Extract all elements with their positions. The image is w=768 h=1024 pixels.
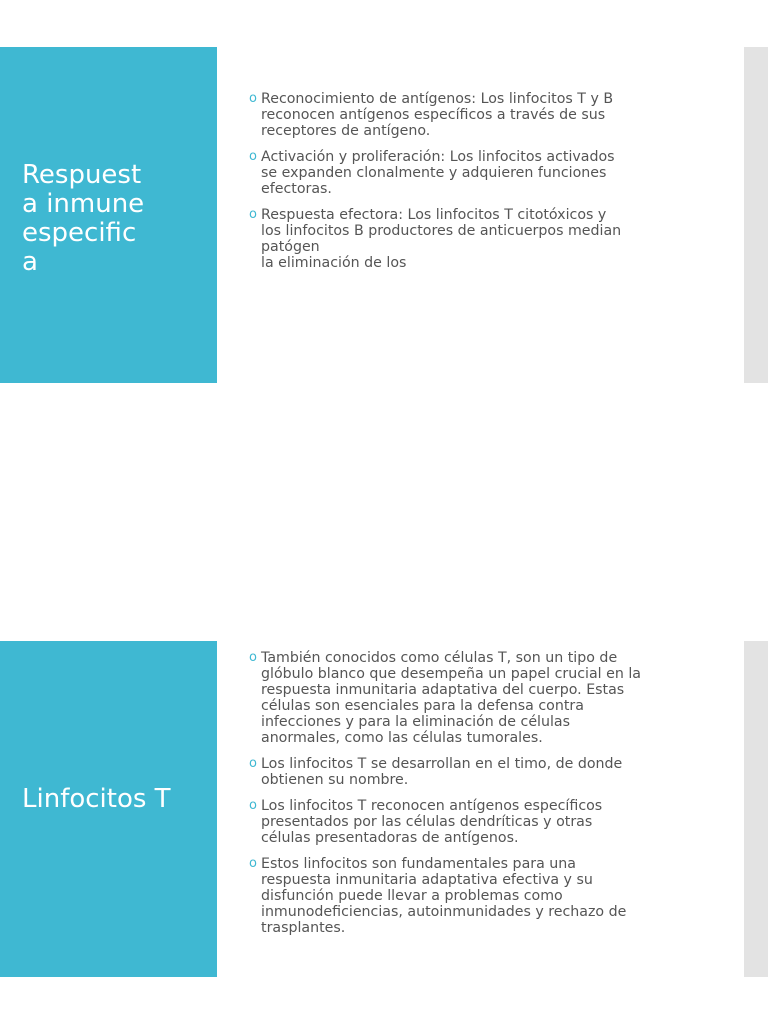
bullet-item [249, 798, 699, 846]
slide-respuesta-inmune [0, 47, 768, 383]
bullet-item [249, 207, 699, 271]
slide-linfocitos-t [0, 641, 768, 977]
bullet-marker-icon: o [249, 149, 257, 164]
bullet-item [249, 650, 699, 746]
side-strip [744, 47, 768, 383]
bullet-marker-icon: o [249, 798, 257, 813]
bullet-marker-icon: o [249, 650, 257, 665]
bullet-text: Los linfocitos T reconocen antígenos específicos presentados por las células dendríticas y otras células presentadoras de antígenos. [261, 798, 603, 846]
title-panel [0, 47, 217, 383]
bullet-item [249, 149, 699, 197]
bullet-text: Respuesta efectora: Los linfocitos T citotóxicos y los linfocitos B productores de anticuerpos median patógen la eliminación de los [261, 207, 622, 271]
bullet-marker-icon: o [249, 91, 257, 106]
side-strip [744, 641, 768, 977]
bullet-item [249, 756, 699, 788]
bullet-text: Estos linfocitos son fundamentales para una respuesta inmunitaria adaptativa efectiva y su disfunción puede llevar a problemas como inmunodeficiencias, autoinmunidades y rechazo de trasplantes. [261, 856, 627, 936]
bullet-text: Activación y proliferación: Los linfocitos activados se expanden clonalmente y adquieren funciones efectoras. [261, 149, 615, 197]
bullet-text: Reconocimiento de antígenos: Los linfocitos T y B reconocen antígenos específicos a través de sus receptores de antígeno. [261, 91, 614, 139]
bullet-marker-icon: o [249, 207, 257, 222]
bullet-item [249, 856, 699, 936]
bullet-text: Los linfocitos T se desarrollan en el timo, de donde obtienen su nombre. [261, 756, 623, 788]
bullet-text: También conocidos como células T, son un tipo de glóbulo blanco que desempeña un papel crucial en la respuesta inmunitaria adaptativa del cuerpo. Estas células son esenciales para la defensa contra infecciones y para la eliminación de células anormales, como las células tumorales. [261, 650, 641, 746]
bullet-marker-icon: o [249, 756, 257, 771]
bullet-marker-icon: o [249, 856, 257, 871]
slide-title: Linfocitos T [22, 784, 171, 814]
bullet-list [249, 91, 699, 281]
title-panel [0, 641, 217, 977]
bullet-item [249, 91, 699, 139]
bullet-list [249, 650, 699, 946]
slide-title: Respuesta inmune especifica [22, 160, 145, 277]
